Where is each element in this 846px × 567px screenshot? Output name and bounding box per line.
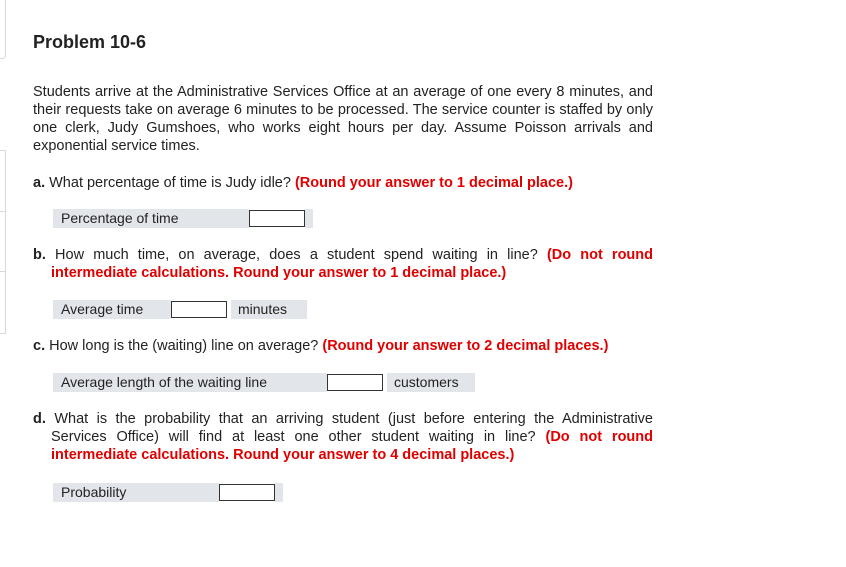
left-panel-edge-middle: [0, 150, 6, 334]
question-b: [33, 246, 653, 282]
answer-row-a: [53, 209, 313, 228]
answer-row-d: [53, 483, 283, 502]
question-d-letter: d.: [33, 411, 46, 427]
answer-c-label: Average length of the waiting line: [53, 373, 327, 392]
question-b-instruction: (Do not round intermediate calculations. Round your answer to 1 decimal place.): [51, 247, 654, 281]
answer-d-label: Probability: [53, 483, 219, 502]
question-b-text: How much time, on average, does a student spend waiting in line?: [55, 247, 538, 263]
question-c-letter: c.: [33, 338, 46, 354]
average-time-input[interactable]: [171, 301, 227, 318]
answer-d-tail: [275, 483, 283, 502]
question-a-instruction: (Round your answer to 1 decimal place.): [294, 175, 573, 191]
answer-b-unit: minutes: [231, 300, 307, 319]
answer-a-tail: [305, 209, 313, 228]
question-d-text: What is the probability that an arriving student (just before entering the Administrative Services Office) will find at least one other student waiting in line?: [51, 411, 653, 445]
question-a: [33, 174, 653, 192]
answer-c-unit: customers: [387, 373, 475, 392]
probability-input[interactable]: [219, 484, 275, 501]
question-a-text: What percentage of time is Judy idle?: [49, 175, 291, 191]
answer-row-c: [53, 373, 475, 392]
percentage-of-time-input[interactable]: [249, 210, 305, 227]
average-length-input[interactable]: [327, 374, 383, 391]
question-a-letter: a.: [33, 175, 46, 191]
answer-row-b: [53, 300, 307, 319]
question-c-instruction: (Round your answer to 2 decimal places.): [322, 338, 609, 354]
question-d-instruction: (Do not round intermediate calculations. Round your answer to 4 decimal places.): [51, 429, 653, 463]
question-c-text: How long is the (waiting) line on average?: [49, 338, 319, 354]
question-b-letter: b.: [33, 247, 46, 263]
answer-a-label: Percentage of time: [53, 209, 249, 228]
answer-b-label: Average time: [53, 300, 171, 319]
left-panel-edge-top: [0, 0, 6, 59]
question-c: [33, 337, 653, 355]
problem-statement: Students arrive at the Administrative Services Office at an average of one every 8 minutes, and their requests take on average 6 minutes to be processed. The service counter is staffed by only one clerk, Judy Gumshoes, who works eight hours per day. Assume Poisson arrivals and exponential service times.: [33, 84, 653, 154]
problem-title: Problem 10-6: [33, 32, 147, 52]
question-d: [33, 410, 653, 464]
